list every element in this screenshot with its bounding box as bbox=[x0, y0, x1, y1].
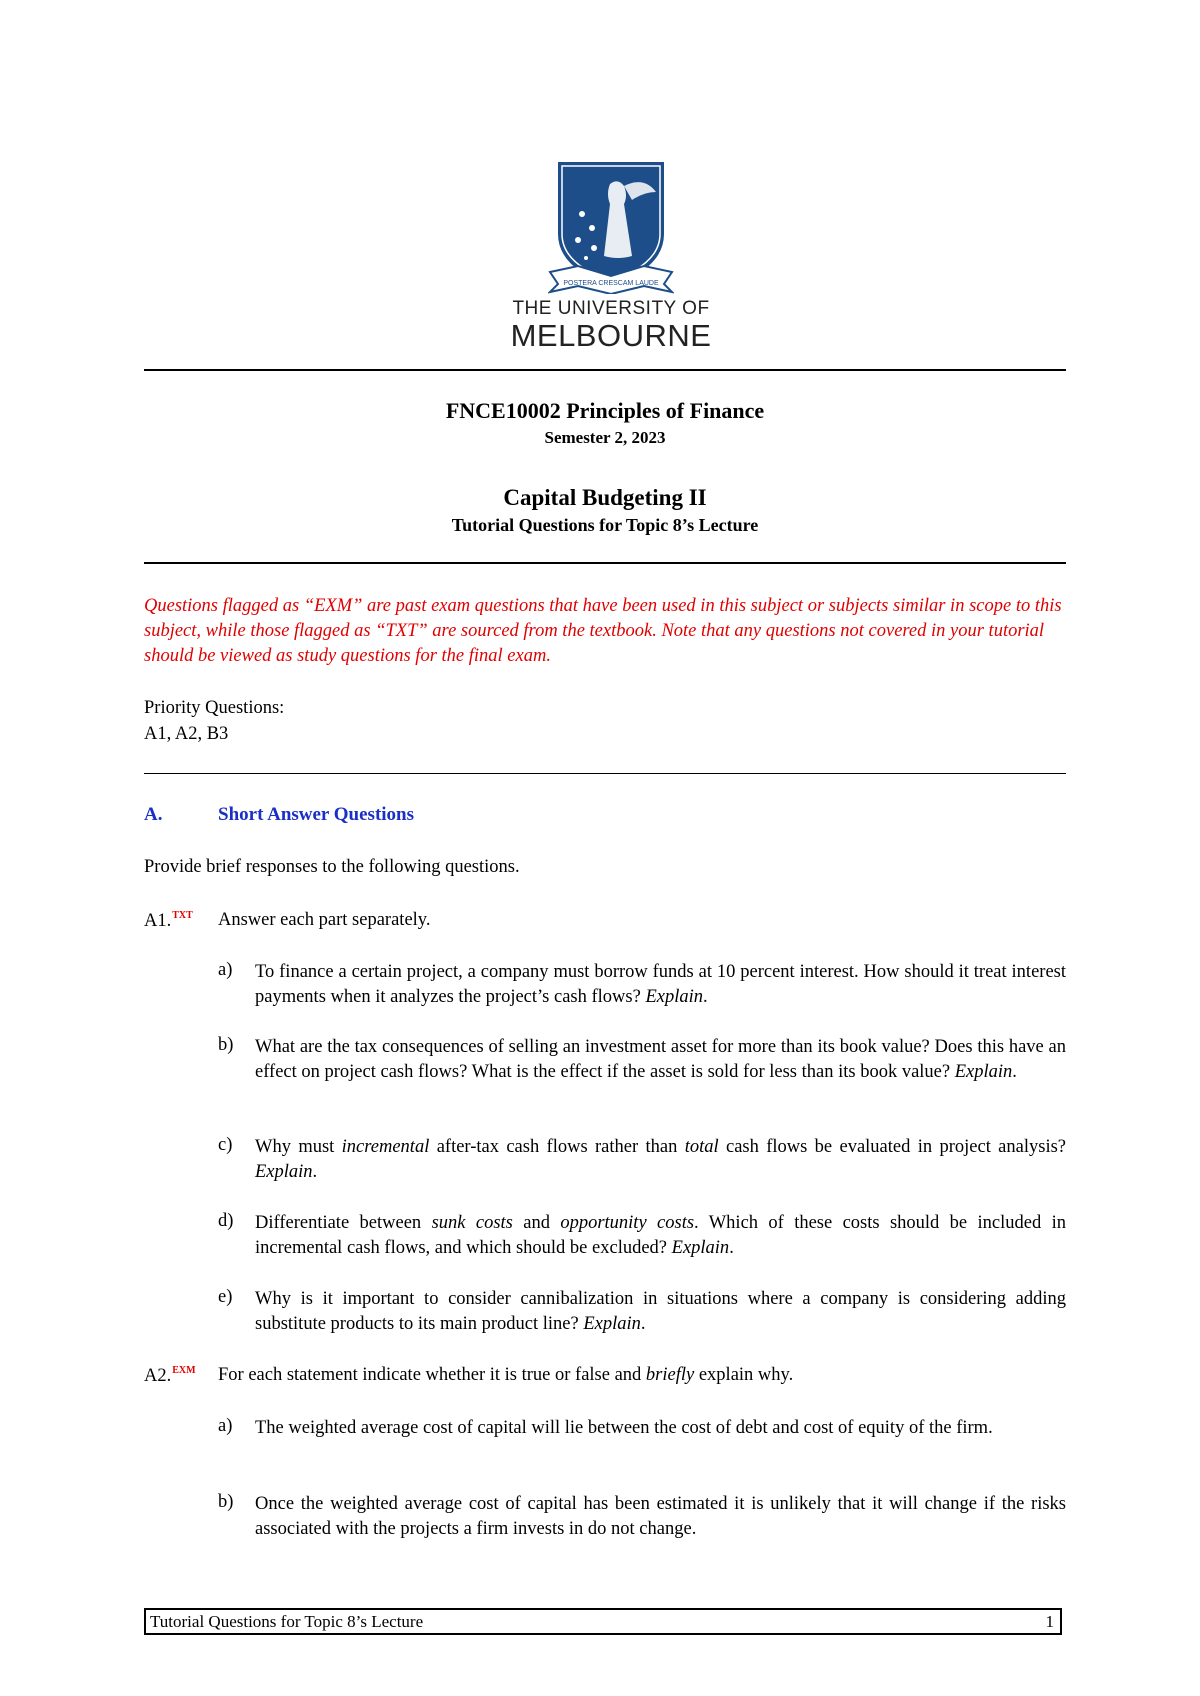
part-text: Once the weighted average cost of capital has been estimated it is unlikely that it will change if the risks associated with the projects a firm invests in do not change. bbox=[255, 1494, 1066, 1539]
part-label: b) bbox=[218, 1035, 234, 1055]
section-title: Short Answer Questions bbox=[218, 804, 415, 825]
part-label: d) bbox=[218, 1211, 234, 1231]
semester-label: Semester 2, 2023 bbox=[544, 428, 666, 447]
priority-label: Priority Questions: bbox=[144, 698, 285, 718]
university-logo bbox=[508, 156, 714, 356]
header-divider bbox=[144, 562, 1066, 564]
footer-title: Tutorial Questions for Topic 8’s Lecture bbox=[150, 1612, 424, 1631]
part-text: To finance a certain project, a company must borrow funds at 10 percent interest. How should it treat interest payments when it analyzes the project’s cash flows? Explain. bbox=[255, 962, 1066, 1007]
question-number: A2.$^{EXM}$ bbox=[144, 1365, 196, 1386]
part-text: Differentiate between sunk costs and opportunity costs. Which of these costs should be included in incremental cash flows, and which should be excluded? Explain. bbox=[255, 1213, 1066, 1258]
part-label: a) bbox=[218, 1416, 233, 1436]
page-footer bbox=[144, 1608, 1062, 1635]
motto-text: POSTERA CRESCAM LAUDE bbox=[563, 280, 659, 287]
question-flag: TXT bbox=[172, 910, 193, 921]
priority-list: A1, A2, B3 bbox=[144, 724, 229, 744]
question-text: Answer each part separately. bbox=[218, 910, 431, 930]
part-text: What are the tax consequences of selling an investment asset for more than its book value? Does this have an effect on project cash flows? What is the effect if the asset is sold for less than its book value? Explain. bbox=[255, 1037, 1066, 1082]
section-number: A. bbox=[144, 804, 163, 825]
university-name-line1: THE UNIVERSITY OF bbox=[512, 298, 710, 319]
question-text: For each statement indicate whether it is true or false and briefly explain why. bbox=[218, 1365, 794, 1385]
section-divider bbox=[144, 773, 1066, 774]
topic-title: Capital Budgeting II bbox=[503, 485, 707, 510]
question-number: A1.$^{TXT}$ bbox=[144, 910, 193, 931]
topic-subtitle: Tutorial Questions for Topic 8’s Lecture bbox=[451, 515, 759, 535]
part-label: c) bbox=[218, 1135, 233, 1155]
part-label: a) bbox=[218, 960, 233, 980]
part-text: Why must incremental after-tax cash flows rather than total cash flows be evaluated in project analysis? Explain. bbox=[255, 1137, 1066, 1182]
question-flag: EXM bbox=[172, 1365, 196, 1376]
university-name-line2: MELBOURNE bbox=[510, 318, 712, 353]
top-divider bbox=[144, 369, 1066, 371]
page-number: 1 bbox=[1045, 1612, 1054, 1631]
part-label: e) bbox=[218, 1287, 233, 1307]
section-intro: Provide brief responses to the following questions. bbox=[144, 857, 520, 877]
university-crest-icon bbox=[548, 156, 674, 294]
part-text: Why is it important to consider cannibalization in situations where a company is considering adding substitute products to its main product line? Explain. bbox=[255, 1289, 1066, 1334]
exam-notice: Questions flagged as “EXM” are past exam questions that have been used in this subject or subjects similar in scope to this subject, while those flagged as “TXT” are sourced from the textbook. Note that any questions not covered in your tutorial should be viewed as study questions for the final exam. bbox=[144, 596, 1062, 666]
part-text: The weighted average cost of capital will lie between the cost of debt and cost of equity of the firm. bbox=[255, 1418, 993, 1438]
part-label: b) bbox=[218, 1492, 234, 1512]
course-title: FNCE10002 Principles of Finance bbox=[445, 398, 765, 423]
